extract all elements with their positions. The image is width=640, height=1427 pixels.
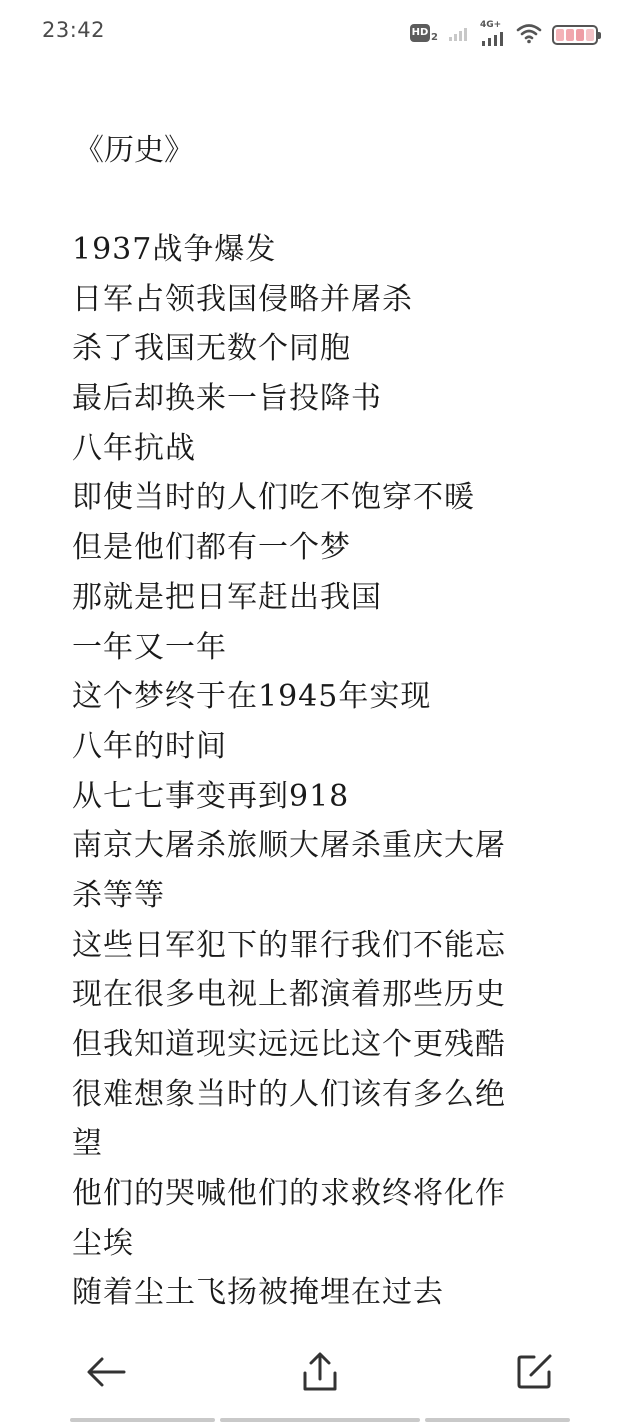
home-indicator [220,1418,420,1422]
poem-line: 很难想象当时的人们该有多么绝 [72,1076,506,1112]
wifi-icon [516,22,542,48]
poem-line: 但是他们都有一个梦 [72,530,351,566]
status-icons [410,22,598,48]
blank-line [72,177,572,225]
battery-cell [586,29,594,41]
poem-line: 杀了我国无数个同胞 [72,331,351,367]
poem-line: 最后却换来一旨投降书 [72,381,382,417]
poem-title: 《历史》 [74,133,194,168]
poem-line: 尘埃 [72,1225,134,1261]
battery-icon [552,25,598,45]
poem-line: 即使当时的人们吃不饱穿不暖 [72,480,475,516]
battery-cell [556,29,564,41]
battery-cell [576,29,584,41]
signal-weak-icon [448,24,470,46]
hd-sub-label: 2 [431,32,438,43]
note-content[interactable] [72,125,572,1318]
share-button[interactable] [288,1340,352,1404]
bottom-toolbar [0,1340,640,1408]
poem-body [72,225,572,1318]
back-arrow-icon [84,1352,128,1392]
poem-line: 一年又一年 [72,629,227,665]
home-indicator [70,1418,215,1422]
poem-line: 那就是把日军赶出我国 [72,579,382,615]
poem-line: 1937战争爆发 [72,232,277,267]
poem-line: 但我知道现实远远比这个更残酷 [72,1027,506,1062]
hd-icon [410,22,438,48]
edit-button[interactable] [502,1340,566,1404]
poem-line: 他们的哭喊他们的求救终将化作 [72,1176,506,1212]
status-bar [0,0,640,70]
poem-line: 望 [72,1126,103,1162]
poem-line: 杀等等 [72,877,165,913]
battery-cell [566,29,574,41]
poem-line: 南京大屠杀旅顺大屠杀重庆大屠 [72,828,506,864]
network-label: 4G+ [480,20,502,30]
poem-line: 八年的时间 [72,728,227,764]
poem-line: 这个梦终于在1945年实现 [72,679,432,715]
signal-4g-icon [480,22,506,48]
status-time: 23:42 [42,18,106,42]
poem-line: 随着尘土飞扬被掩埋在过去 [72,1275,444,1311]
poem-line: 日军占领我国侵略并屠杀 [72,281,413,317]
back-button[interactable] [74,1340,138,1404]
share-icon [300,1351,340,1393]
edit-icon [514,1352,554,1392]
hd-label: HD [410,24,430,42]
home-indicator [425,1418,570,1422]
poem-line: 从七七事变再到918 [72,778,350,814]
poem-line: 现在很多电视上都演着那些历史 [72,977,506,1013]
poem-line: 这些日军犯下的罪行我们不能忘 [72,927,506,963]
poem-line: 八年抗战 [72,430,196,466]
